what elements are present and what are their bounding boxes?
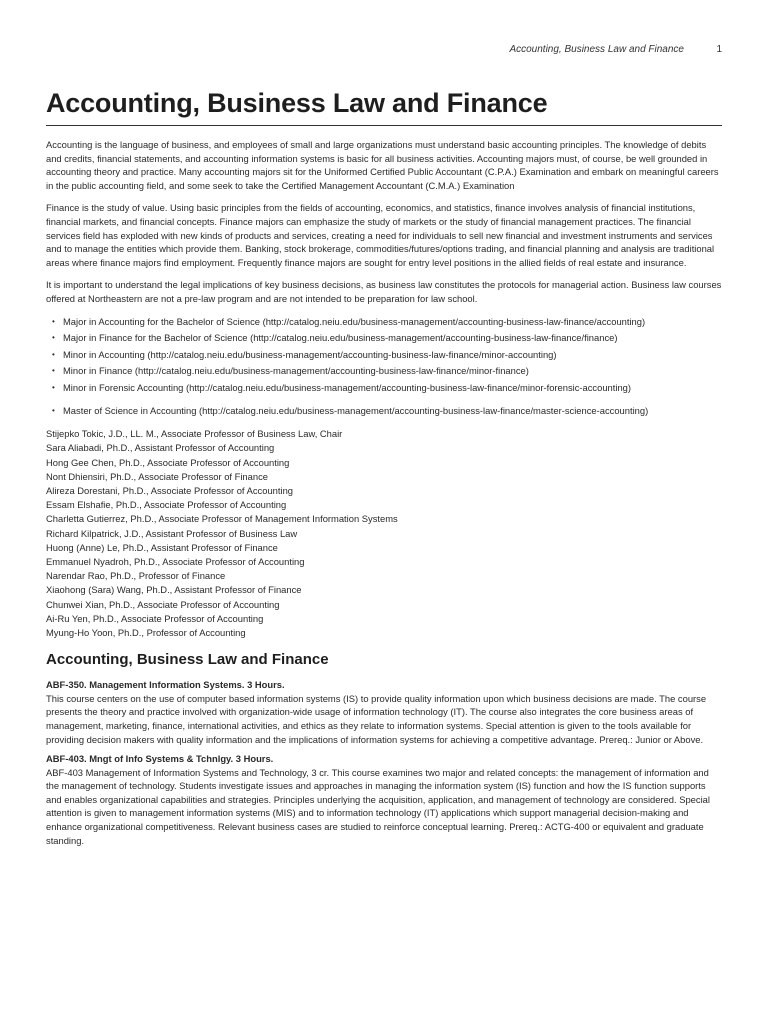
running-header xyxy=(46,44,722,58)
course-description: ABF-403 Management of Information Systems and Technology, 3 cr. This course examines two major and related concepts: the management of information and the management of technology. Students investigate issues and approaches in managing the information system (IS) function and how the IS function supports and enables organizational capabilities and strategies. Principles underlying the acquisition, application, and management of technology are considered. Special attention is given to management information systems (MIS) and to information technology (IT) applications which support managerial decision-making and enhance organizational competitiveness. Relevant business cases are studied to reinforce conceptual learning. Prereq.: ACTG-400 or equivalent and graduate standing. xyxy=(46,766,710,846)
running-header-title: Accounting, Business Law and Finance xyxy=(509,44,684,55)
main-content xyxy=(46,138,722,853)
program-link-minor-finance[interactable]: • Minor in Finance (http://catalog.neiu.edu/business-management/accounting-business-law-finance/minor-finance) xyxy=(46,364,722,378)
faculty-member: Sara Aliabadi, Ph.D., Assistant Professor of Accounting xyxy=(46,442,275,454)
faculty-member: Chunwei Xian, Ph.D., Associate Professor of Accounting xyxy=(46,598,280,610)
intro-finance-paragraph: Finance is the study of value. Using basic principles from the fields of accounting, economics, and statistics, finance involves analysis of financial institutions, financial markets, and financial concepts. Finance majors can emphasize the study of markets or the study of financial management practices. The financial services field has exploded with new kinds of products and services, creating a need for individuals to sell new financial and investment instruments and services and to manage the entities which provide them. Banking, stock brokerage, commodities/futures/options trading, and financial planning and analysis are traditional areas where finance majors find employment. Frequently finance majors are sought for entry level positions in the allied fields of real estate and insurance. xyxy=(46,202,715,268)
program-links-list xyxy=(46,315,722,418)
faculty-member: Charletta Gutierrez, Ph.D., Associate Professor of Management Information Systems xyxy=(46,513,398,525)
program-link-ms-accounting[interactable]: • Master of Science in Accounting (http://catalog.neiu.edu/business-management/accounting-business-law-finance/master-science-accounting) xyxy=(46,404,722,418)
page-title: Accounting, Business Law and Finance xyxy=(46,88,548,118)
course-entry-abf-350 xyxy=(46,678,722,746)
program-link-major-finance[interactable]: • Major in Finance for the Bachelor of Science (http://catalog.neiu.edu/business-management/accounting-business-law-finance/finance) xyxy=(46,331,722,345)
intro-accounting-paragraph: Accounting is the language of business, and employees of small and large organizations must understand basic accounting principles. The knowledge of debits and credits, financial statements, and accounting information systems is basic for all business activities. Accounting majors must, of course, be well grounded in accounting theory and practice. Many accounting majors sit for the Uniformed Certified Public Accountant (C.P.A.) Examination and embark on meaningful careers in the public accounting field, and some seek to take the Certified Management Accountant (C.M.A.) Examination xyxy=(46,139,719,191)
course-title: ABF-350. Management Information Systems. 3 Hours. xyxy=(46,679,285,691)
faculty-member: Alireza Dorestani, Ph.D., Associate Professor of Accounting xyxy=(46,484,293,496)
faculty-member: Ai-Ru Yen, Ph.D., Associate Professor of Accounting xyxy=(46,612,264,624)
faculty-member: Myung-Ho Yoon, Ph.D., Professor of Accounting xyxy=(46,626,246,638)
faculty-member: Huong (Anne) Le, Ph.D., Assistant Professor of Finance xyxy=(46,541,278,553)
courses-section-heading: Accounting, Business Law and Finance xyxy=(46,651,329,669)
course-description: This course centers on the use of computer based information systems (IS) to provide quality information upon which business decisions are made. The course presents the theory and practice involved with organization-wide usage of information technology (IT). The course also integrates the core business areas of management, marketing, finance, international activities, and ethics as they relate to information systems. Special attention is given to the tools available for providing decision makers with quality information and the implications of information systems for achieving a competitive advantage. Prereq.: Junior or Above. xyxy=(46,692,707,745)
faculty-member: Richard Kilpatrick, J.D., Assistant Professor of Business Law xyxy=(46,527,298,539)
faculty-member: Stijepko Tokic, J.D., LL. M., Associate Professor of Business Law, Chair xyxy=(46,428,343,440)
program-link-minor-accounting[interactable]: • Minor in Accounting (http://catalog.neiu.edu/business-management/accounting-business-law-finance/minor-accounting) xyxy=(46,348,722,362)
page-number: 1 xyxy=(716,44,722,55)
program-link-major-accounting[interactable]: • Major in Accounting for the Bachelor of Science (http://catalog.neiu.edu/business-management/accounting-business-law-finance/accounting) xyxy=(46,315,722,329)
program-link-minor-forensic-accounting[interactable]: • Minor in Forensic Accounting (http://catalog.neiu.edu/business-management/accounting-business-law-finance/minor-forensic-accounting) xyxy=(46,381,722,395)
faculty-list xyxy=(46,427,722,640)
faculty-member: Hong Gee Chen, Ph.D., Associate Professor of Accounting xyxy=(46,456,290,468)
faculty-member: Xiaohong (Sara) Wang, Ph.D., Assistant Professor of Finance xyxy=(46,584,302,596)
faculty-member: Nont Dhiensiri, Ph.D., Associate Professor of Finance xyxy=(46,470,268,482)
faculty-member: Emmanuel Nyadroh, Ph.D., Associate Professor of Accounting xyxy=(46,555,305,567)
intro-business-law-paragraph: It is important to understand the legal implications of key business decisions, as business law constitutes the protocols for managerial action. Business law courses offered at Northeastern are not a pre-law program and are not intended to be preparation for law school. xyxy=(46,279,722,304)
faculty-member: Essam Elshafie, Ph.D., Associate Professor of Accounting xyxy=(46,499,287,511)
faculty-member: Narendar Rao, Ph.D., Professor of Finance xyxy=(46,570,226,582)
course-entry-abf-403 xyxy=(46,752,722,847)
course-title: ABF-403. Mngt of Info Systems & Tchnlgy. 3 Hours. xyxy=(46,753,274,765)
title-divider xyxy=(46,125,722,126)
